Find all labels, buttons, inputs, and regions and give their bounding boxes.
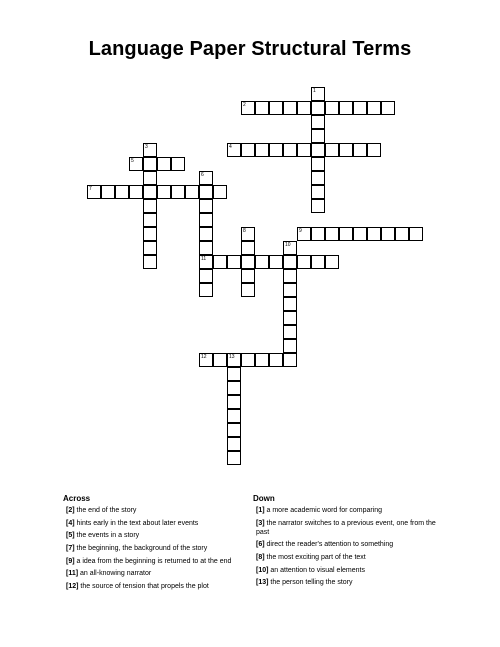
grid-cell[interactable] [227, 353, 241, 367]
grid-cell[interactable] [409, 227, 423, 241]
grid-cell[interactable] [283, 297, 297, 311]
grid-cell[interactable] [353, 227, 367, 241]
grid-cell[interactable] [283, 353, 297, 367]
grid-cell[interactable] [199, 185, 213, 199]
grid-cell[interactable] [199, 241, 213, 255]
clue-down-13: [13] the person telling the story [256, 579, 353, 587]
grid-cell[interactable] [283, 241, 297, 255]
grid-cell[interactable] [157, 157, 171, 171]
grid-cell[interactable] [395, 227, 409, 241]
clue-across-9: [9] a idea from the beginning is returned to at the end [66, 557, 232, 565]
grid-cell[interactable] [381, 227, 395, 241]
grid-cell[interactable] [241, 143, 255, 157]
clue-across-5: [5] the events in a story [66, 532, 140, 540]
grid-cell[interactable] [311, 227, 325, 241]
grid-cell[interactable] [255, 101, 269, 115]
grid-cell[interactable] [255, 143, 269, 157]
grid-cell[interactable] [311, 87, 325, 101]
grid-cell[interactable] [269, 353, 283, 367]
cell-number: 6 [201, 172, 204, 178]
grid-cell[interactable] [185, 185, 199, 199]
grid-cell[interactable] [339, 227, 353, 241]
grid-cell[interactable] [297, 101, 311, 115]
down-clue-list [256, 506, 446, 591]
cell-number: 4 [229, 144, 232, 150]
grid-cell[interactable] [101, 185, 115, 199]
grid-cell[interactable] [269, 255, 283, 269]
grid-cell[interactable] [199, 283, 213, 297]
grid-cell[interactable] [367, 143, 381, 157]
grid-cell[interactable] [339, 101, 353, 115]
grid-cell[interactable] [143, 255, 157, 269]
grid-cell[interactable] [143, 213, 157, 227]
grid-cell[interactable] [367, 227, 381, 241]
grid-cell[interactable] [143, 241, 157, 255]
cell-number: 11 [201, 256, 207, 262]
grid-cell[interactable] [311, 171, 325, 185]
clue-across-11: [11] an all-knowing narrator [66, 570, 152, 578]
grid-cell[interactable] [213, 353, 227, 367]
grid-cell[interactable] [227, 395, 241, 409]
grid-cell[interactable] [297, 255, 311, 269]
clue-down-3: [3] the narrator switches to a previous event, one from the past [256, 519, 436, 536]
grid-cell[interactable] [227, 143, 241, 157]
grid-cell[interactable] [143, 157, 157, 171]
grid-cell[interactable] [269, 101, 283, 115]
grid-cell[interactable] [255, 255, 269, 269]
grid-cell[interactable] [325, 255, 339, 269]
grid-cell[interactable] [311, 129, 325, 143]
grid-cell[interactable] [255, 353, 269, 367]
grid-cell[interactable] [115, 185, 129, 199]
grid-cell[interactable] [227, 255, 241, 269]
clue-down-10: [10] an attention to visual elements [256, 566, 365, 574]
grid-cell[interactable] [199, 199, 213, 213]
grid-cell[interactable] [171, 157, 185, 171]
grid-cell[interactable] [311, 255, 325, 269]
grid-cell[interactable] [199, 353, 213, 367]
grid-cell[interactable] [199, 227, 213, 241]
grid-cell[interactable] [241, 283, 255, 297]
grid-cell[interactable] [227, 423, 241, 437]
grid-cell[interactable] [283, 269, 297, 283]
grid-cell[interactable] [227, 381, 241, 395]
cell-number: 8 [243, 228, 246, 234]
grid-cell[interactable] [353, 143, 367, 157]
grid-cell[interactable] [283, 283, 297, 297]
grid-cell[interactable] [283, 101, 297, 115]
grid-cell[interactable] [297, 227, 311, 241]
grid-cell[interactable] [311, 143, 325, 157]
cell-number: 13 [229, 354, 235, 360]
grid-cell[interactable] [213, 255, 227, 269]
cell-number: 1 [313, 88, 316, 94]
grid-cell[interactable] [227, 409, 241, 423]
grid-cell[interactable] [241, 227, 255, 241]
across-heading: Across [63, 494, 91, 503]
grid-cell[interactable] [129, 157, 143, 171]
grid-cell[interactable] [283, 255, 297, 269]
grid-cell[interactable] [311, 115, 325, 129]
grid-cell[interactable] [339, 143, 353, 157]
cell-number: 3 [145, 144, 148, 150]
cell-number: 2 [243, 102, 246, 108]
grid-cell[interactable] [241, 241, 255, 255]
grid-cell[interactable] [199, 255, 213, 269]
grid-cell[interactable] [283, 311, 297, 325]
grid-cell[interactable] [227, 451, 241, 465]
clue-across-7: [7] the beginning, the background of the story [66, 545, 208, 553]
grid-cell[interactable] [311, 101, 325, 115]
puzzle-title: Language Paper Structural Terms [88, 38, 412, 60]
cell-number: 5 [131, 158, 134, 164]
grid-cell[interactable] [213, 185, 227, 199]
grid-cell[interactable] [227, 367, 241, 381]
grid-cell[interactable] [199, 213, 213, 227]
clue-across-12: [12] the source of tension that propels the plot [66, 583, 209, 591]
grid-cell[interactable] [353, 101, 367, 115]
grid-cell[interactable] [311, 157, 325, 171]
grid-cell[interactable] [311, 199, 325, 213]
grid-cell[interactable] [325, 101, 339, 115]
cell-number: 10 [285, 242, 291, 248]
cell-number: 7 [89, 186, 92, 192]
grid-cell[interactable] [283, 339, 297, 353]
grid-cell[interactable] [143, 185, 157, 199]
grid-cell[interactable] [241, 353, 255, 367]
clue-across-2: [2] the end of the story [66, 507, 137, 514]
grid-cell[interactable] [129, 185, 143, 199]
grid-cell[interactable] [87, 185, 101, 199]
clue-down-6: [6] direct the reader's attention to something [256, 541, 394, 549]
grid-cell[interactable] [311, 185, 325, 199]
clue-down-8: [8] the most exciting part of the text [256, 554, 366, 562]
down-heading: Down [253, 494, 275, 503]
grid-cell[interactable] [241, 255, 255, 269]
grid-cell[interactable] [269, 143, 283, 157]
grid-cell[interactable] [157, 185, 171, 199]
grid-cell[interactable] [143, 171, 157, 185]
grid-cell[interactable] [241, 101, 255, 115]
grid-cell[interactable] [171, 185, 185, 199]
grid-cell[interactable] [325, 227, 339, 241]
clue-across-4: [4] hints early in the text about later events [66, 519, 199, 527]
grid-cell[interactable] [283, 143, 297, 157]
across-clue-list [66, 506, 282, 595]
grid-cell[interactable] [381, 101, 395, 115]
grid-cell[interactable] [297, 143, 311, 157]
grid-cell[interactable] [199, 171, 213, 185]
grid-cell[interactable] [241, 269, 255, 283]
grid-cell[interactable] [199, 269, 213, 283]
grid-cell[interactable] [143, 199, 157, 213]
grid-cell[interactable] [143, 227, 157, 241]
grid-cell[interactable] [283, 325, 297, 339]
grid-cell[interactable] [367, 101, 381, 115]
cell-number: 12 [201, 354, 207, 360]
grid-cell[interactable] [227, 437, 241, 451]
grid-cell[interactable] [143, 143, 157, 157]
cell-number: 9 [299, 228, 302, 234]
grid-cell[interactable] [325, 143, 339, 157]
clue-down-1: [1] a more academic word for comparing [256, 507, 383, 514]
